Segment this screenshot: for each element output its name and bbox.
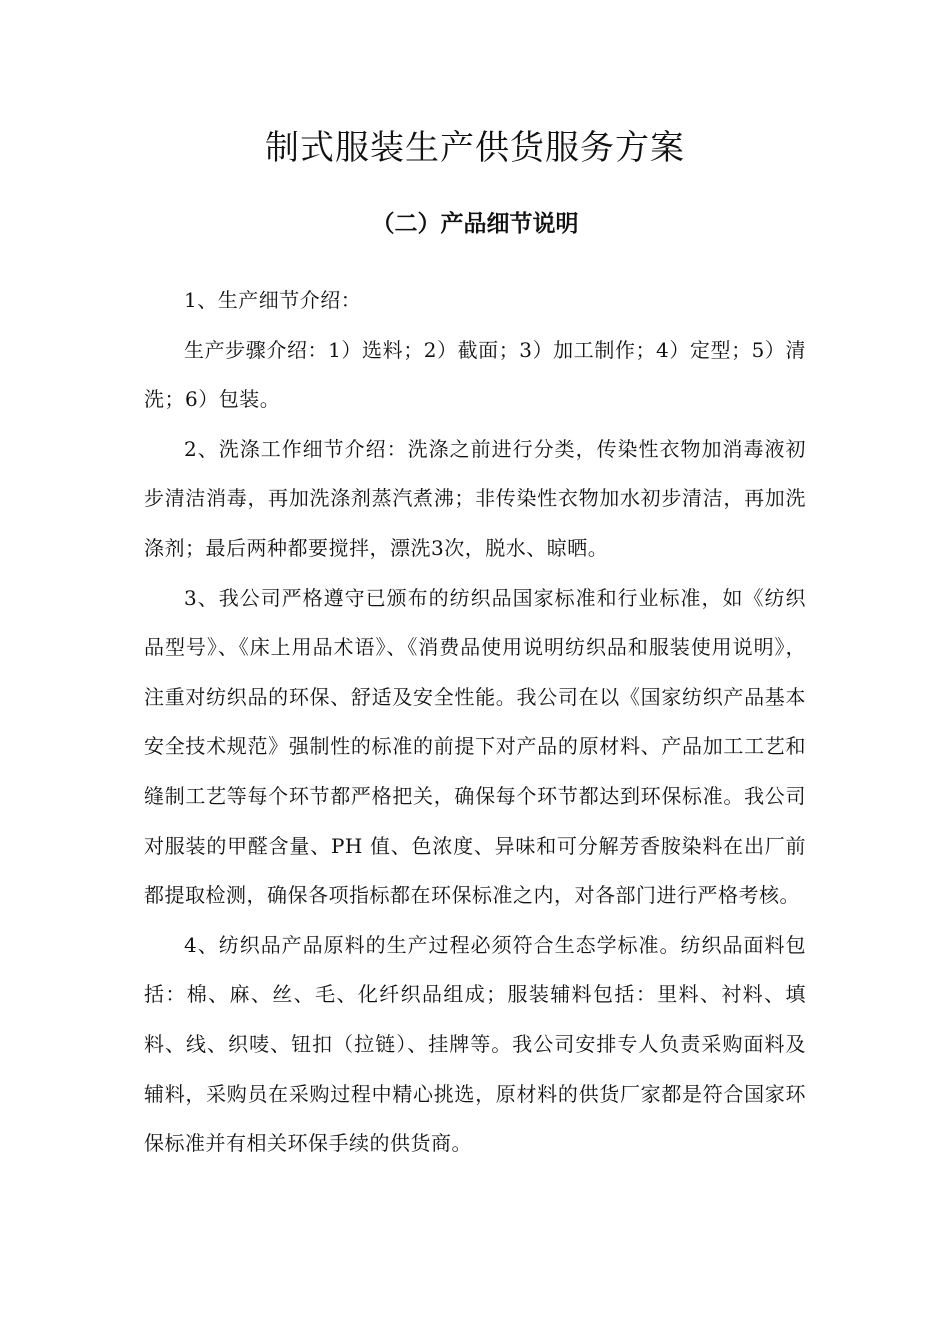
document-body: [144, 276, 806, 1169]
paragraph-washing-details: 2、洗涤工作细节介绍：洗涤之前进行分类，传染性衣物加消毒液初步清洁消毒，再加洗涤剂蒸汽煮沸；非传染性衣物加水初步清洁，再加洗涤剂；最后两种都要搅拌，漂洗3次，脱水、晾晒。: [144, 436, 806, 560]
paragraph-production-steps: 生产步骤介绍：1）选料；2）截面；3）加工制作；4）定型；5）清洗；6）包装。: [144, 337, 806, 412]
paragraph-production-intro: 1、生产细节介绍：: [184, 288, 362, 312]
document-title: 制式服装生产供货服务方案: [265, 128, 685, 168]
paragraph-raw-materials: 4、纺织品产品原料的生产过程必须符合生态学标准。纺织品面料包括：棉、麻、丝、毛、化纤织品组成；服装辅料包括：里料、衬料、填料、线、织唛、钮扣（拉链）、挂牌等。我公司安排专人负责采购面料及辅料，采购员在采购过程中精心挑选，原材料的供货厂家都是符合国家环保标准并有相关环保手续的供货商。: [144, 932, 806, 1156]
paragraph-standards-compliance: 3、我公司严格遵守已颁布的纺织品国家标准和行业标准，如《纺织品型号》、《床上用品术语》、《消费品使用说明纺织品和服装使用说明》，注重对纺织品的环保、舒适及安全性能。我公司在以《国家纺织产品基本安全技术规范》强制性的标准的前提下对产品的原材料、产品加工工艺和缝制工艺等每个环节都严格把关，确保每个环节都达到环保标准。我公司对服装的甲醛含量、PH 值、色浓度、异味和可分解芳香胺染料在出厂前都提取检测，确保各项指标都在环保标准之内，对各部门进行严格考核。: [144, 585, 806, 908]
section-heading: （二）产品细节说明: [371, 211, 579, 237]
